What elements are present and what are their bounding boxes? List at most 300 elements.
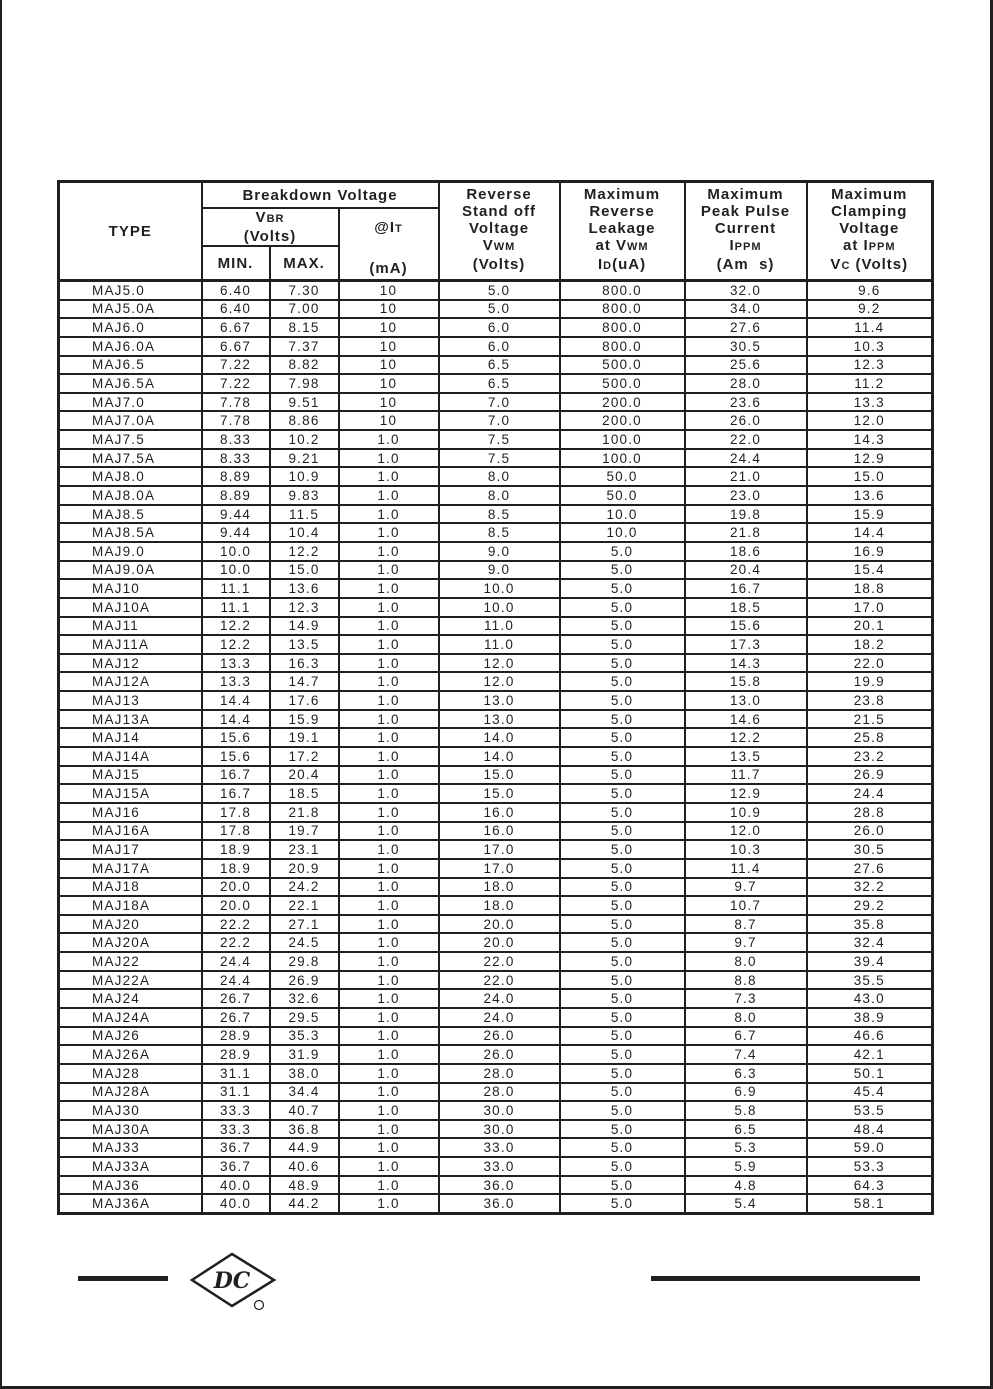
- cell-type: MAJ30: [59, 1101, 202, 1120]
- cell-reverse-leakage: 800.0: [560, 281, 685, 300]
- cell-peak-pulse-current: 21.8: [685, 523, 807, 542]
- cell-test-current: 1.0: [339, 1027, 439, 1046]
- cell-peak-pulse-current: 15.6: [685, 617, 807, 636]
- symbol: at V: [595, 237, 627, 254]
- cell-peak-pulse-current: 13.5: [685, 747, 807, 766]
- cell-standoff-voltage: 8.0: [439, 486, 560, 505]
- cell-vbr-max: 12.3: [270, 598, 339, 617]
- cell-vbr-min: 36.7: [202, 1138, 270, 1157]
- cell-clamping-voltage: 12.0: [807, 411, 933, 430]
- cell-standoff-voltage: 17.0: [439, 840, 560, 859]
- cell-vbr-max: 15.9: [270, 710, 339, 729]
- cell-vbr-max: 11.5: [270, 505, 339, 524]
- cell-vbr-min: 33.3: [202, 1101, 270, 1120]
- symbol-subscript: PPM: [868, 241, 896, 253]
- cell-vbr-min: 18.9: [202, 840, 270, 859]
- cell-type: MAJ18A: [59, 896, 202, 915]
- cell-reverse-leakage: 500.0: [560, 356, 685, 375]
- cell-vbr-min: 7.22: [202, 356, 270, 375]
- cell-type: MAJ12A: [59, 672, 202, 691]
- cell-clamping-voltage: 22.0: [807, 654, 933, 673]
- cell-peak-pulse-current: 8.0: [685, 1008, 807, 1027]
- cell-reverse-leakage: 50.0: [560, 486, 685, 505]
- cell-test-current: 1.0: [339, 1064, 439, 1083]
- cell-standoff-voltage: 33.0: [439, 1138, 560, 1157]
- table-row: [59, 598, 933, 617]
- cell-reverse-leakage: 5.0: [560, 654, 685, 673]
- cell-standoff-voltage: 33.0: [439, 1157, 560, 1176]
- cell-peak-pulse-current: 14.3: [685, 654, 807, 673]
- cell-vbr-max: 44.9: [270, 1138, 339, 1157]
- cell-peak-pulse-current: 32.0: [685, 281, 807, 300]
- header-unit: (mA): [369, 260, 408, 277]
- cell-type: MAJ12: [59, 654, 202, 673]
- cell-peak-pulse-current: 26.0: [685, 411, 807, 430]
- cell-type: MAJ6.0A: [59, 337, 202, 356]
- cell-clamping-voltage: 53.5: [807, 1101, 933, 1120]
- cell-peak-pulse-current: 7.3: [685, 989, 807, 1008]
- cell-test-current: 1.0: [339, 989, 439, 1008]
- cell-vbr-min: 8.33: [202, 430, 270, 449]
- footer-rule-right: [651, 1276, 920, 1281]
- header-vbr: [202, 208, 339, 246]
- cell-clamping-voltage: 17.0: [807, 598, 933, 617]
- cell-vbr-max: 9.21: [270, 449, 339, 468]
- table-row: [59, 710, 933, 729]
- cell-test-current: 1.0: [339, 1083, 439, 1102]
- cell-test-current: 10: [339, 356, 439, 375]
- cell-standoff-voltage: 18.0: [439, 878, 560, 897]
- cell-vbr-min: 28.9: [202, 1045, 270, 1064]
- cell-clamping-voltage: 20.1: [807, 617, 933, 636]
- cell-clamping-voltage: 27.6: [807, 859, 933, 878]
- cell-type: MAJ33: [59, 1138, 202, 1157]
- cell-standoff-voltage: 7.0: [439, 411, 560, 430]
- cell-peak-pulse-current: 13.0: [685, 691, 807, 710]
- cell-type: MAJ18: [59, 878, 202, 897]
- cell-test-current: 10: [339, 318, 439, 337]
- cell-vbr-max: 40.7: [270, 1101, 339, 1120]
- cell-standoff-voltage: 15.0: [439, 784, 560, 803]
- unit: (uA): [612, 256, 647, 273]
- cell-clamping-voltage: 38.9: [807, 1008, 933, 1027]
- cell-vbr-min: 8.33: [202, 449, 270, 468]
- cell-test-current: 1.0: [339, 598, 439, 617]
- dc-diamond-logo-icon: [190, 1250, 286, 1314]
- cell-type: MAJ6.0: [59, 318, 202, 337]
- cell-peak-pulse-current: 34.0: [685, 300, 807, 319]
- cell-clamping-voltage: 32.2: [807, 878, 933, 897]
- cell-vbr-min: 7.78: [202, 393, 270, 412]
- cell-vbr-max: 22.1: [270, 896, 339, 915]
- cell-standoff-voltage: 12.0: [439, 672, 560, 691]
- cell-peak-pulse-current: 10.3: [685, 840, 807, 859]
- cell-reverse-leakage: 5.0: [560, 989, 685, 1008]
- cell-clamping-voltage: 16.9: [807, 542, 933, 561]
- cell-type: MAJ13: [59, 691, 202, 710]
- cell-standoff-voltage: 7.5: [439, 430, 560, 449]
- cell-vbr-max: 13.6: [270, 579, 339, 598]
- cell-standoff-voltage: 9.0: [439, 561, 560, 580]
- cell-test-current: 1.0: [339, 747, 439, 766]
- cell-vbr-max: 23.1: [270, 840, 339, 859]
- unit: (Volts): [850, 256, 909, 273]
- cell-clamping-voltage: 23.2: [807, 747, 933, 766]
- symbol: @I: [374, 219, 396, 236]
- table-row: [59, 561, 933, 580]
- cell-type: MAJ24: [59, 989, 202, 1008]
- header-breakdown-voltage: Breakdown Voltage: [202, 182, 439, 209]
- cell-vbr-max: 7.98: [270, 374, 339, 393]
- table-row: [59, 971, 933, 990]
- cell-reverse-leakage: 5.0: [560, 1157, 685, 1176]
- cell-test-current: 10: [339, 337, 439, 356]
- header-symbol: [686, 237, 806, 256]
- cell-reverse-leakage: 5.0: [560, 710, 685, 729]
- cell-test-current: 1.0: [339, 467, 439, 486]
- cell-vbr-min: 18.9: [202, 859, 270, 878]
- cell-reverse-leakage: 10.0: [560, 505, 685, 524]
- cell-vbr-max: 24.2: [270, 878, 339, 897]
- cell-vbr-max: 16.3: [270, 654, 339, 673]
- cell-vbr-max: 17.6: [270, 691, 339, 710]
- table-row: [59, 1157, 933, 1176]
- table-row: [59, 1194, 933, 1213]
- table-row: [59, 691, 933, 710]
- cell-test-current: 1.0: [339, 430, 439, 449]
- cell-test-current: 1.0: [339, 542, 439, 561]
- cell-peak-pulse-current: 4.8: [685, 1176, 807, 1195]
- cell-vbr-max: 13.5: [270, 635, 339, 654]
- cell-peak-pulse-current: 8.8: [685, 971, 807, 990]
- cell-vbr-min: 20.0: [202, 878, 270, 897]
- cell-vbr-min: 26.7: [202, 989, 270, 1008]
- cell-test-current: 1.0: [339, 449, 439, 468]
- cell-test-current: 1.0: [339, 728, 439, 747]
- cell-vbr-max: 9.51: [270, 393, 339, 412]
- cell-type: MAJ33A: [59, 1157, 202, 1176]
- logo-text: DC: [213, 1268, 251, 1294]
- cell-standoff-voltage: 6.5: [439, 374, 560, 393]
- table-row: [59, 542, 933, 561]
- cell-peak-pulse-current: 27.6: [685, 318, 807, 337]
- table-row: [59, 803, 933, 822]
- cell-standoff-voltage: 12.0: [439, 654, 560, 673]
- cell-type: MAJ9.0: [59, 542, 202, 561]
- cell-vbr-min: 14.4: [202, 710, 270, 729]
- cell-reverse-leakage: 5.0: [560, 859, 685, 878]
- cell-vbr-min: 6.40: [202, 300, 270, 319]
- cell-test-current: 1.0: [339, 1194, 439, 1213]
- cell-vbr-max: 14.9: [270, 617, 339, 636]
- cell-type: MAJ36: [59, 1176, 202, 1195]
- cell-vbr-max: 20.9: [270, 859, 339, 878]
- cell-peak-pulse-current: 8.7: [685, 915, 807, 934]
- table-row: [59, 505, 933, 524]
- cell-standoff-voltage: 7.0: [439, 393, 560, 412]
- cell-vbr-min: 15.6: [202, 728, 270, 747]
- cell-peak-pulse-current: 6.7: [685, 1027, 807, 1046]
- header-max: MAX.: [270, 246, 339, 281]
- cell-reverse-leakage: 5.0: [560, 1027, 685, 1046]
- cell-reverse-leakage: 5.0: [560, 971, 685, 990]
- cell-vbr-max: 8.15: [270, 318, 339, 337]
- cell-clamping-voltage: 9.6: [807, 281, 933, 300]
- symbol-subscript: PPM: [734, 241, 762, 253]
- cell-standoff-voltage: 13.0: [439, 691, 560, 710]
- cell-type: MAJ8.0: [59, 467, 202, 486]
- cell-peak-pulse-current: 6.5: [685, 1120, 807, 1139]
- cell-standoff-voltage: 9.0: [439, 542, 560, 561]
- footer-rule-left: [78, 1276, 168, 1281]
- cell-clamping-voltage: 35.8: [807, 915, 933, 934]
- cell-vbr-max: 32.6: [270, 989, 339, 1008]
- cell-type: MAJ36A: [59, 1194, 202, 1213]
- cell-vbr-min: 12.2: [202, 635, 270, 654]
- cell-test-current: 1.0: [339, 672, 439, 691]
- cell-clamping-voltage: 12.9: [807, 449, 933, 468]
- cell-vbr-min: 24.4: [202, 952, 270, 971]
- cell-vbr-min: 17.8: [202, 822, 270, 841]
- cell-test-current: 1.0: [339, 1045, 439, 1064]
- cell-vbr-max: 7.30: [270, 281, 339, 300]
- header-test-current: [339, 208, 439, 281]
- cell-peak-pulse-current: 12.9: [685, 784, 807, 803]
- table-row: [59, 933, 933, 952]
- header-symbol: [203, 209, 338, 228]
- cell-standoff-voltage: 8.5: [439, 523, 560, 542]
- table-body: [59, 281, 933, 1214]
- cell-peak-pulse-current: 5.8: [685, 1101, 807, 1120]
- header-line: Stand off: [462, 203, 537, 220]
- cell-type: MAJ8.5: [59, 505, 202, 524]
- cell-vbr-min: 26.7: [202, 1008, 270, 1027]
- cell-clamping-voltage: 13.6: [807, 486, 933, 505]
- cell-clamping-voltage: 15.0: [807, 467, 933, 486]
- table-row: [59, 1027, 933, 1046]
- cell-peak-pulse-current: 19.8: [685, 505, 807, 524]
- cell-clamping-voltage: 9.2: [807, 300, 933, 319]
- cell-test-current: 1.0: [339, 803, 439, 822]
- cell-test-current: 1.0: [339, 691, 439, 710]
- cell-type: MAJ15: [59, 766, 202, 785]
- cell-standoff-voltage: 20.0: [439, 915, 560, 934]
- cell-test-current: 1.0: [339, 1176, 439, 1195]
- cell-reverse-leakage: 5.0: [560, 635, 685, 654]
- cell-standoff-voltage: 16.0: [439, 803, 560, 822]
- symbol-subscript: WM: [493, 241, 516, 253]
- symbol: V: [830, 256, 842, 273]
- cell-vbr-min: 11.1: [202, 579, 270, 598]
- cell-peak-pulse-current: 12.2: [685, 728, 807, 747]
- cell-standoff-voltage: 13.0: [439, 710, 560, 729]
- cell-vbr-max: 8.86: [270, 411, 339, 430]
- cell-vbr-min: 13.3: [202, 672, 270, 691]
- cell-reverse-leakage: 5.0: [560, 747, 685, 766]
- cell-clamping-voltage: 14.4: [807, 523, 933, 542]
- cell-test-current: 1.0: [339, 766, 439, 785]
- header-line: Reverse: [466, 186, 532, 203]
- cell-peak-pulse-current: 14.6: [685, 710, 807, 729]
- cell-clamping-voltage: 48.4: [807, 1120, 933, 1139]
- cell-peak-pulse-current: 25.6: [685, 356, 807, 375]
- cell-standoff-voltage: 8.0: [439, 467, 560, 486]
- header-symbol: [440, 237, 559, 256]
- cell-clamping-voltage: 12.3: [807, 356, 933, 375]
- cell-clamping-voltage: 53.3: [807, 1157, 933, 1176]
- cell-vbr-min: 31.1: [202, 1064, 270, 1083]
- cell-type: MAJ20: [59, 915, 202, 934]
- table-row: [59, 784, 933, 803]
- cell-type: MAJ26A: [59, 1045, 202, 1064]
- cell-clamping-voltage: 43.0: [807, 989, 933, 1008]
- table-row: [59, 617, 933, 636]
- registered-mark-icon: [255, 1301, 264, 1310]
- header-type: TYPE: [59, 182, 202, 281]
- cell-test-current: 1.0: [339, 952, 439, 971]
- cell-reverse-leakage: 5.0: [560, 728, 685, 747]
- cell-vbr-max: 24.5: [270, 933, 339, 952]
- cell-test-current: 1.0: [339, 784, 439, 803]
- symbol-subscript: T: [395, 223, 403, 235]
- cell-type: MAJ28A: [59, 1083, 202, 1102]
- header-reverse-leakage: [560, 182, 685, 281]
- cell-vbr-max: 48.9: [270, 1176, 339, 1195]
- table-row: [59, 672, 933, 691]
- cell-test-current: 1.0: [339, 1138, 439, 1157]
- table-row: [59, 952, 933, 971]
- cell-standoff-voltage: 30.0: [439, 1101, 560, 1120]
- cell-vbr-min: 22.2: [202, 915, 270, 934]
- cell-standoff-voltage: 24.0: [439, 989, 560, 1008]
- table-row: [59, 840, 933, 859]
- cell-standoff-voltage: 5.0: [439, 281, 560, 300]
- cell-clamping-voltage: 64.3: [807, 1176, 933, 1195]
- cell-vbr-min: 40.0: [202, 1194, 270, 1213]
- cell-clamping-voltage: 26.9: [807, 766, 933, 785]
- cell-clamping-voltage: 21.5: [807, 710, 933, 729]
- cell-peak-pulse-current: 23.0: [685, 486, 807, 505]
- symbol: V: [255, 209, 267, 226]
- cell-standoff-voltage: 6.5: [439, 356, 560, 375]
- table-row: [59, 766, 933, 785]
- cell-standoff-voltage: 28.0: [439, 1083, 560, 1102]
- cell-peak-pulse-current: 30.5: [685, 337, 807, 356]
- cell-vbr-max: 34.4: [270, 1083, 339, 1102]
- cell-vbr-min: 9.44: [202, 505, 270, 524]
- cell-type: MAJ16A: [59, 822, 202, 841]
- cell-reverse-leakage: 5.0: [560, 1064, 685, 1083]
- cell-peak-pulse-current: 18.5: [685, 598, 807, 617]
- cell-vbr-max: 27.1: [270, 915, 339, 934]
- cell-reverse-leakage: 5.0: [560, 896, 685, 915]
- cell-peak-pulse-current: 23.6: [685, 393, 807, 412]
- cell-peak-pulse-current: 28.0: [685, 374, 807, 393]
- cell-reverse-leakage: 5.0: [560, 691, 685, 710]
- cell-standoff-voltage: 7.5: [439, 449, 560, 468]
- cell-vbr-max: 18.5: [270, 784, 339, 803]
- cell-peak-pulse-current: 20.4: [685, 561, 807, 580]
- cell-reverse-leakage: 5.0: [560, 915, 685, 934]
- cell-vbr-max: 19.7: [270, 822, 339, 841]
- cell-vbr-max: 21.8: [270, 803, 339, 822]
- cell-clamping-voltage: 18.2: [807, 635, 933, 654]
- symbol: I: [729, 237, 735, 254]
- cell-vbr-max: 36.8: [270, 1120, 339, 1139]
- cell-reverse-leakage: 50.0: [560, 467, 685, 486]
- symbol: V: [482, 237, 494, 254]
- cell-clamping-voltage: 39.4: [807, 952, 933, 971]
- cell-reverse-leakage: 200.0: [560, 411, 685, 430]
- cell-vbr-min: 12.2: [202, 617, 270, 636]
- cell-standoff-voltage: 16.0: [439, 822, 560, 841]
- cell-type: MAJ10: [59, 579, 202, 598]
- cell-vbr-min: 6.67: [202, 337, 270, 356]
- header-unit: [561, 256, 684, 275]
- cell-vbr-min: 8.89: [202, 486, 270, 505]
- table-row: [59, 635, 933, 654]
- cell-vbr-min: 13.3: [202, 654, 270, 673]
- cell-test-current: 1.0: [339, 1101, 439, 1120]
- cell-vbr-max: 10.2: [270, 430, 339, 449]
- cell-vbr-max: 7.00: [270, 300, 339, 319]
- table-row: [59, 318, 933, 337]
- header-line: Voltage: [839, 220, 900, 237]
- cell-standoff-voltage: 14.0: [439, 728, 560, 747]
- cell-peak-pulse-current: 15.8: [685, 672, 807, 691]
- cell-test-current: 1.0: [339, 878, 439, 897]
- cell-test-current: 1.0: [339, 933, 439, 952]
- cell-vbr-max: 40.6: [270, 1157, 339, 1176]
- table-row: [59, 523, 933, 542]
- cell-clamping-voltage: 14.3: [807, 430, 933, 449]
- header-line: Voltage: [468, 220, 530, 237]
- cell-reverse-leakage: 5.0: [560, 561, 685, 580]
- cell-reverse-leakage: 5.0: [560, 878, 685, 897]
- table-row: [59, 1138, 933, 1157]
- cell-test-current: 1.0: [339, 486, 439, 505]
- cell-clamping-voltage: 19.9: [807, 672, 933, 691]
- cell-peak-pulse-current: 8.0: [685, 952, 807, 971]
- cell-reverse-leakage: 5.0: [560, 1101, 685, 1120]
- table-row: [59, 915, 933, 934]
- table-row: [59, 1101, 933, 1120]
- table-row: [59, 1120, 933, 1139]
- cell-vbr-min: 36.7: [202, 1157, 270, 1176]
- cell-clamping-voltage: 11.4: [807, 318, 933, 337]
- cell-test-current: 1.0: [339, 971, 439, 990]
- cell-vbr-max: 10.9: [270, 467, 339, 486]
- symbol: at I: [843, 237, 869, 254]
- cell-clamping-voltage: 58.1: [807, 1194, 933, 1213]
- cell-peak-pulse-current: 7.4: [685, 1045, 807, 1064]
- table-row: [59, 747, 933, 766]
- cell-type: MAJ26: [59, 1027, 202, 1046]
- header-unit: [808, 256, 932, 275]
- cell-test-current: 10: [339, 281, 439, 300]
- cell-vbr-min: 11.1: [202, 598, 270, 617]
- cell-standoff-voltage: 14.0: [439, 747, 560, 766]
- cell-standoff-voltage: 15.0: [439, 766, 560, 785]
- cell-standoff-voltage: 20.0: [439, 933, 560, 952]
- cell-vbr-min: 40.0: [202, 1176, 270, 1195]
- cell-clamping-voltage: 35.5: [807, 971, 933, 990]
- table-row: [59, 356, 933, 375]
- cell-reverse-leakage: 5.0: [560, 579, 685, 598]
- table-row: [59, 728, 933, 747]
- table-row: [59, 393, 933, 412]
- table-row: [59, 1064, 933, 1083]
